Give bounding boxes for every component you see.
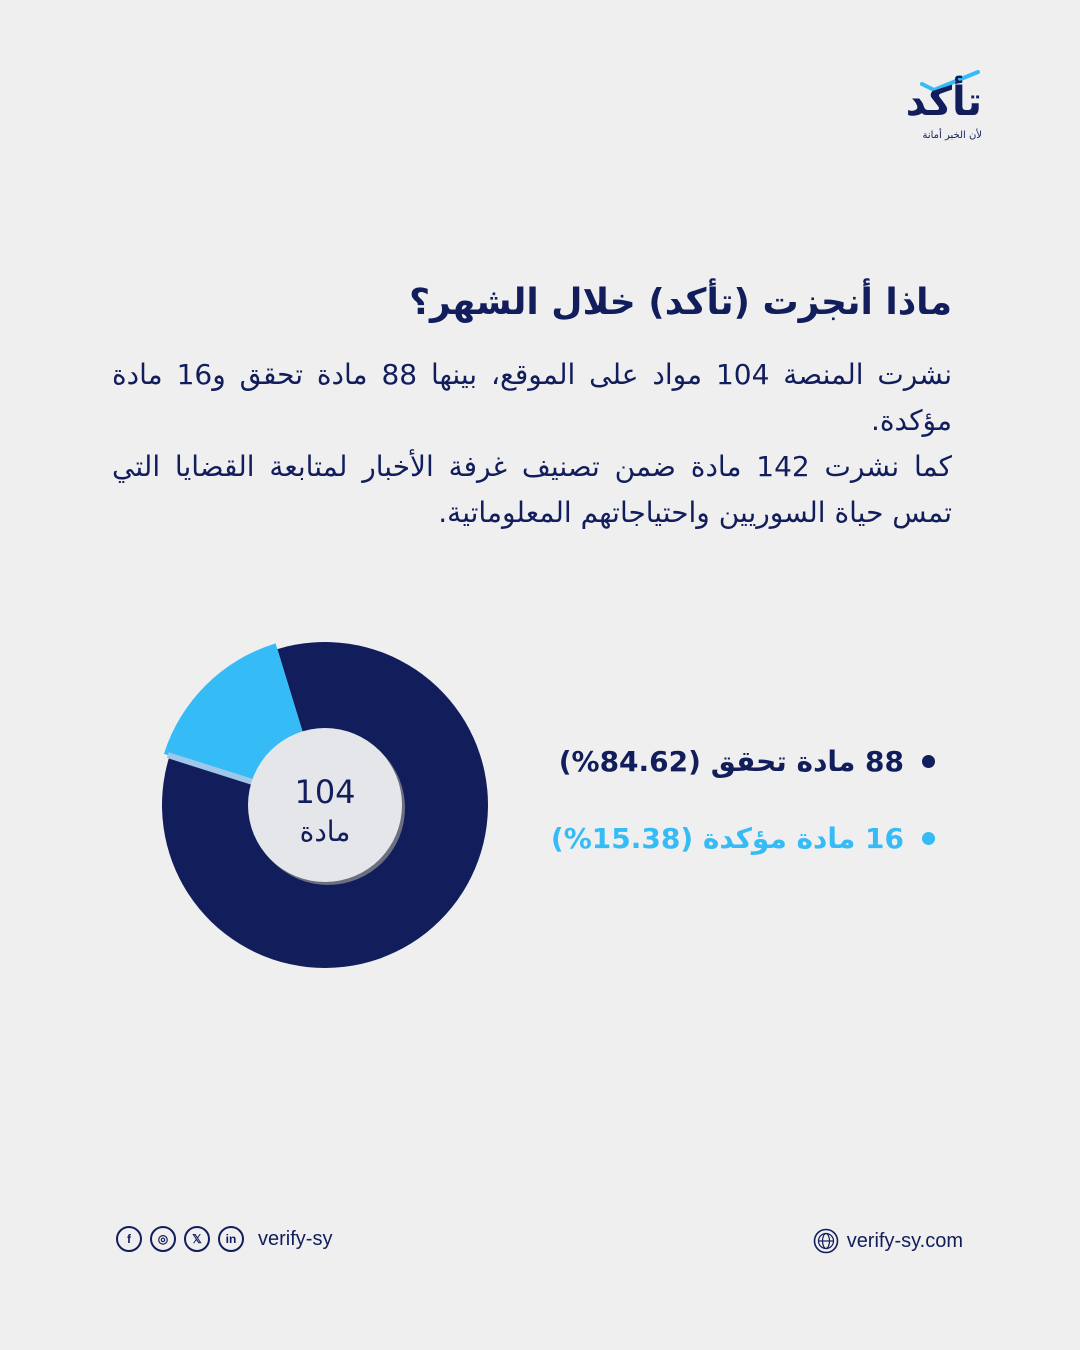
x-icon[interactable]: 𝕏 [184, 1226, 210, 1252]
brand-tagline: لأن الخبر أمانة [922, 130, 982, 141]
legend-label-confirmed: 16 مادة مؤكدة (15.38%) [550, 822, 904, 855]
legend-dot-confirmed [922, 832, 935, 845]
body-paragraph-2: كما نشرت 142 مادة ضمن تصنيف غرفة الأخبار لمتابعة القضايا التي تمس حياة السوريين واحتياجاتهم المعلوماتية. [112, 450, 952, 529]
legend-item-confirmed [515, 822, 935, 855]
legend-dot-verify [922, 755, 935, 768]
donut-center-label: مادة [299, 815, 351, 848]
body-paragraph-1: نشرت المنصة 104 مواد على الموقع، بينها 88 مادة تحقق و16 مادة مؤكدة. [112, 358, 952, 437]
legend-item-verify [515, 745, 935, 778]
facebook-icon[interactable]: f [116, 1226, 142, 1252]
instagram-icon[interactable]: ◎ [150, 1226, 176, 1252]
globe-icon [813, 1228, 839, 1254]
legend-label-verify: 88 مادة تحقق (84.62%) [558, 745, 904, 778]
social-handle[interactable]: verify-sy [258, 1227, 333, 1250]
brand-logo [892, 70, 982, 150]
page-title: ماذا أنجزت (تأكد) خلال الشهر؟ [409, 282, 952, 323]
donut-center-value: 104 [294, 773, 356, 811]
website-url[interactable]: verify-sy.com [846, 1229, 963, 1252]
chart-legend [515, 745, 935, 899]
brand-logo-text: تأكد [905, 79, 982, 125]
donut-chart-svg [150, 630, 500, 980]
donut-chart [150, 630, 500, 980]
body-text [112, 352, 952, 536]
website-link[interactable] [813, 1228, 963, 1254]
social-links [116, 1226, 332, 1252]
linkedin-icon[interactable]: in [218, 1226, 244, 1252]
